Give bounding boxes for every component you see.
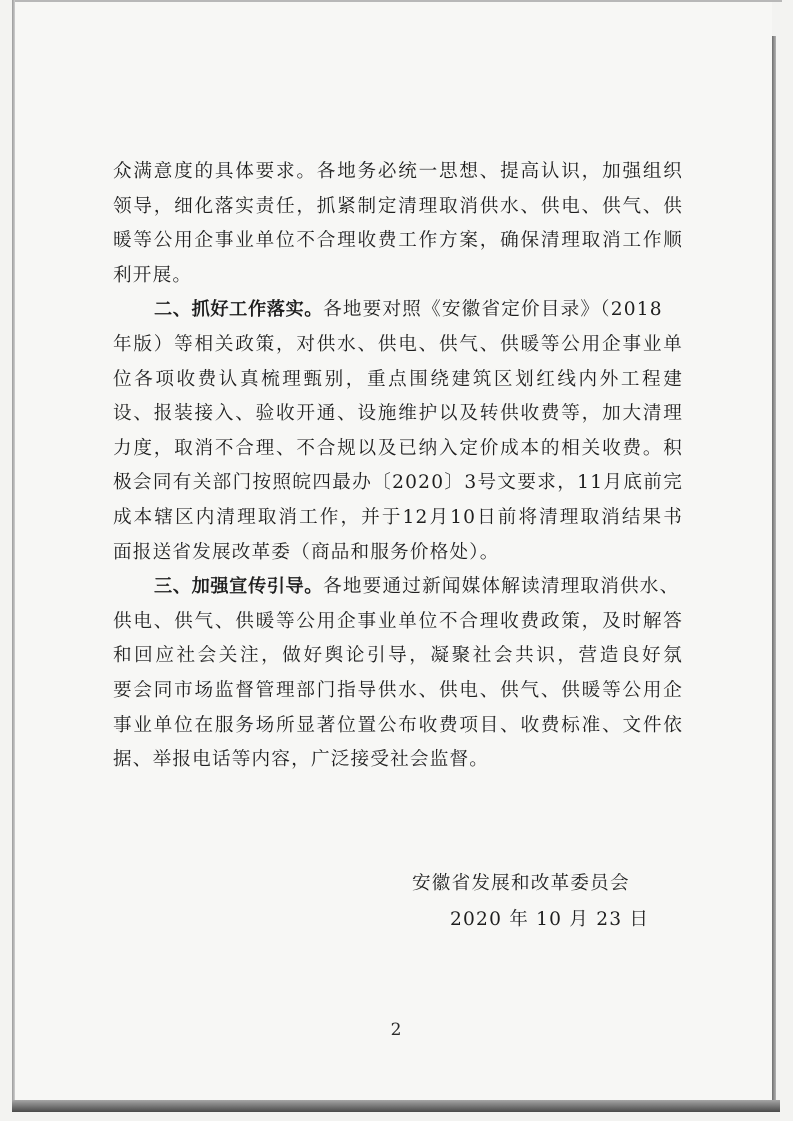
issue-date: 2020 年 10 月 23 日 bbox=[450, 909, 650, 930]
scan-edge-bottom bbox=[12, 1100, 780, 1112]
body-line: 据、举报电话等内容，广泛接受社会监督。 bbox=[113, 749, 490, 771]
body-line: 领导，细化落实责任，抓紧制定清理取消供水、供电、供气、供 bbox=[113, 195, 683, 217]
document-body bbox=[113, 155, 683, 778]
section-three-first-line bbox=[113, 570, 683, 605]
body-line: 要会同市场监督管理部门指导供水、供电、供气、供暖等公用企 bbox=[113, 679, 683, 701]
body-line: 面报送省发展改革委（商品和服务价格处）。 bbox=[113, 541, 500, 563]
section-two-first-line bbox=[113, 293, 683, 328]
body-line: 年版）等相关政策，对供水、供电、供气、供暖等公用企事业单 bbox=[113, 333, 683, 355]
body-line: 位各项收费认真梳理甄别，重点围绕建筑区划红线内外工程建 bbox=[113, 368, 683, 390]
body-line: 事业单位在服务场所显著位置公布收费项目、收费标准、文件依 bbox=[113, 714, 683, 736]
body-line: 力度，取消不合理、不合规以及已纳入定价成本的相关收费。积 bbox=[113, 437, 683, 459]
section-heading-two: 二、抓好工作落实。 bbox=[154, 299, 324, 321]
signature-block bbox=[412, 866, 672, 938]
section-three-intro: 各地要通过新闻媒体解读清理取消供水、 bbox=[323, 576, 680, 598]
body-line: 利开展。 bbox=[113, 264, 193, 286]
section-heading-three: 三、加强宣传引导。 bbox=[154, 576, 324, 598]
body-line: 成本辖区内清理取消工作，并于12月10日前将清理取消结果书 bbox=[113, 506, 683, 528]
body-line: 暖等公用企事业单位不合理收费工作方案，确保清理取消工作顺 bbox=[113, 230, 683, 252]
body-line: 众满意度的具体要求。各地务必统一思想、提高认识，加强组织 bbox=[113, 161, 683, 182]
body-line: 设、报装接入、验收开通、设施维护以及转供收费等，加大清理 bbox=[113, 403, 683, 425]
body-line: 供电、供气、供暖等公用企事业单位不合理收费政策，及时解答 bbox=[113, 610, 683, 632]
scan-edge-right bbox=[772, 36, 776, 1102]
section-two-intro: 各地要对照《安徽省定价目录》（2018 bbox=[323, 299, 663, 321]
body-line: 极会同有关部门按照皖四最办〔2020〕3号文要求，11月底前完 bbox=[113, 472, 683, 494]
body-line: 和回应社会关注，做好舆论引导，凝聚社会共识，营造良好氛 bbox=[113, 645, 683, 667]
page-number: 2 bbox=[390, 1020, 402, 1040]
issuing-organization: 安徽省发展和改革委员会 bbox=[412, 873, 630, 894]
